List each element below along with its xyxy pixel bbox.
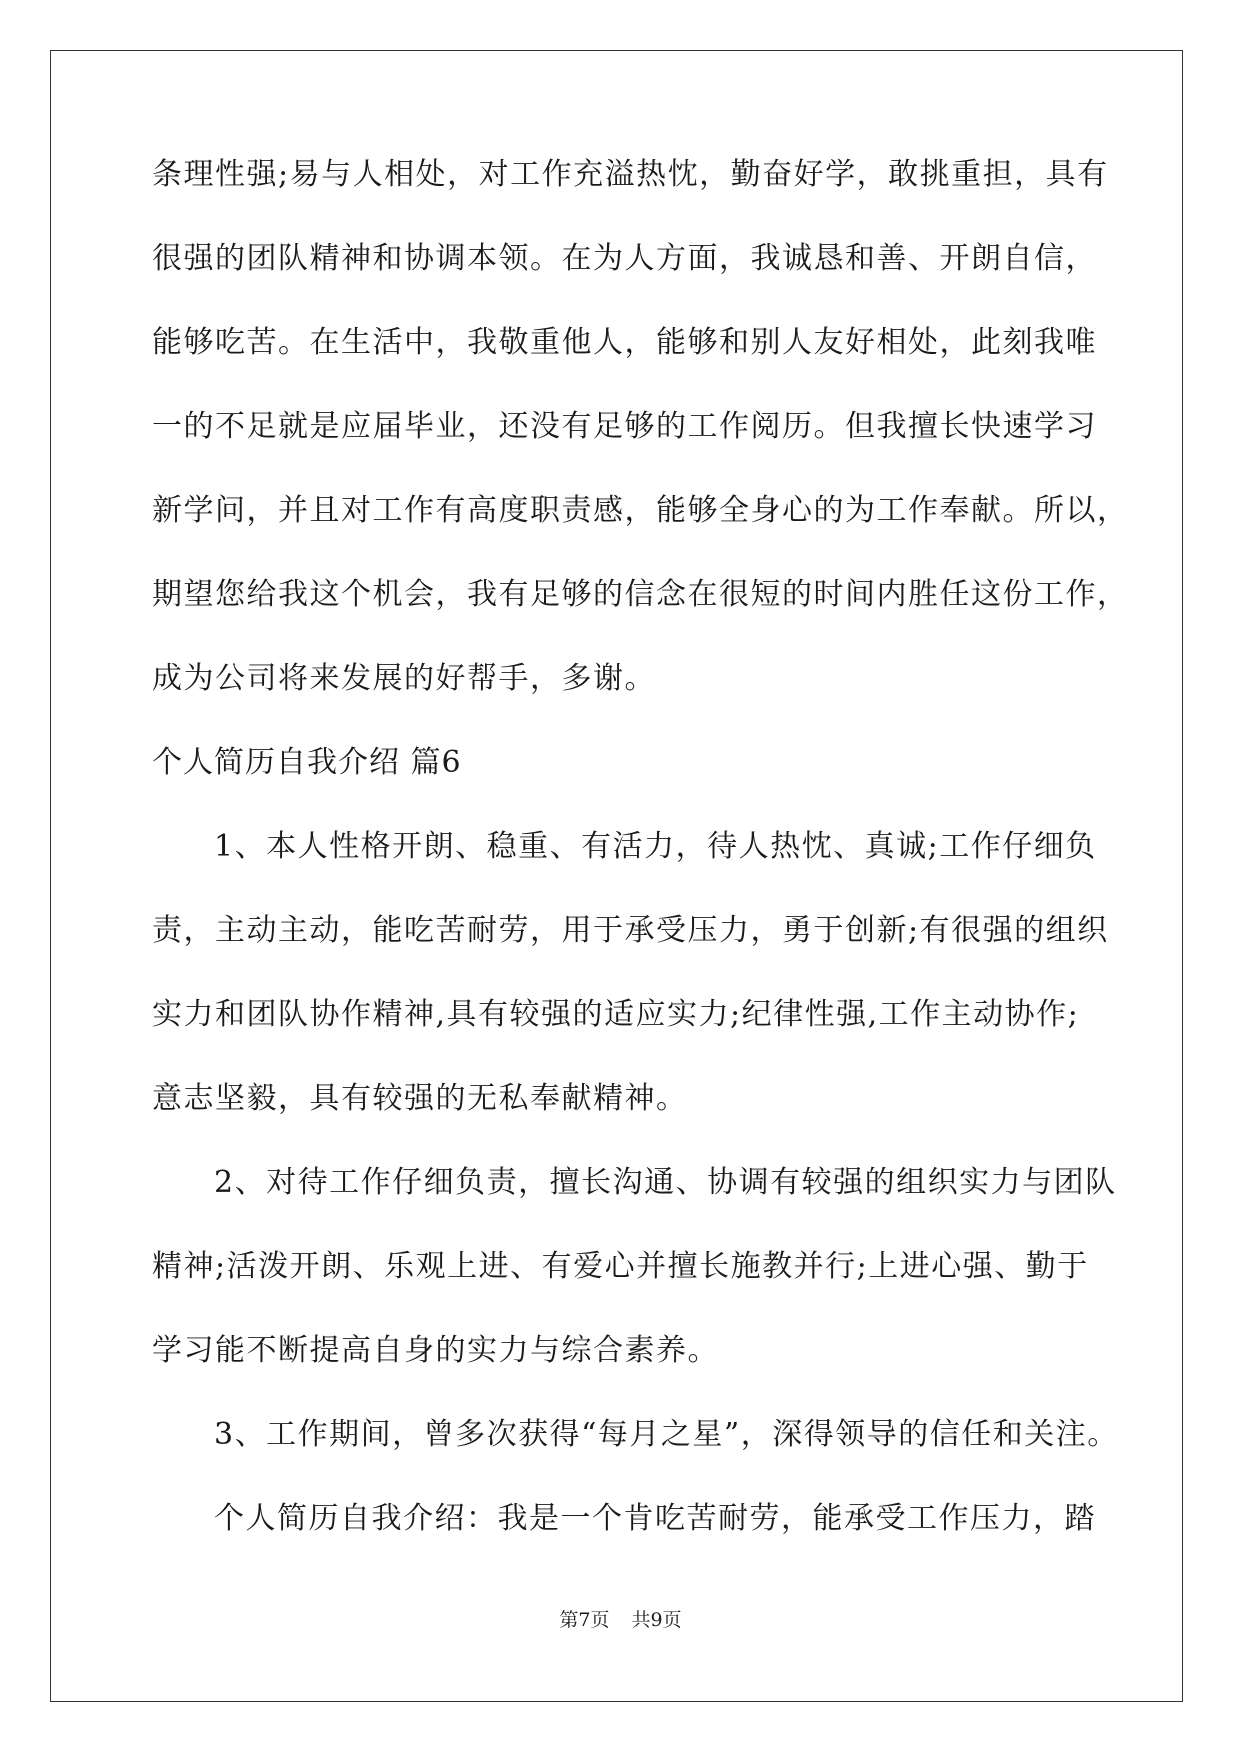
- paragraph-line: 很强的团队精神和协调本领。在为人方面，我诚恳和善、开朗自信，: [152, 241, 1097, 276]
- list-item-line: 实力和团队协作精神,具有较强的适应实力;纪律性强,工作主动协作;: [152, 997, 1080, 1032]
- list-item-line: 3、工作期间，曾多次获得“每月之星”，深得领导的信任和关注。: [214, 1417, 1119, 1452]
- list-item-line: 2、对待工作仔细负责，擅长沟通、协调有较强的组织实力与团队: [214, 1165, 1117, 1200]
- paragraph-line: 新学问，并且对工作有高度职责感，能够全身心的为工作奉献。所以，: [152, 493, 1129, 528]
- page-number: 第7页: [559, 1609, 610, 1631]
- list-item-line: 学习能不断提高自身的实力与综合素养。: [152, 1333, 719, 1368]
- list-item-line: 精神;活泼开朗、乐观上进、有爱心并擅长施教并行;上进心强、勤于: [152, 1249, 1089, 1284]
- list-item-line: 1、本人性格开朗、稳重、有活力，待人热忱、真诚;工作仔细负: [214, 829, 1097, 864]
- list-item-line: 意志坚毅，具有较强的无私奉献精神。: [152, 1081, 688, 1116]
- section-heading: 个人简历自我介绍 篇6: [152, 745, 462, 780]
- page-total: 共9页: [631, 1609, 682, 1631]
- document-body: [152, 157, 1129, 1588]
- page-footer: [0, 1608, 1241, 1632]
- paragraph-line: 条理性强;易与人相处，对工作充溢热忱，勤奋好学，敢挑重担，具有: [152, 157, 1109, 192]
- intro-line: 个人简历自我介绍：我是一个肯吃苦耐劳，能承受工作压力，踏: [214, 1501, 1096, 1536]
- paragraph-line: 能够吃苦。在生活中，我敬重他人，能够和别人友好相处，此刻我唯: [152, 325, 1097, 360]
- list-item-line: 责，主动主动，能吃苦耐劳，用于承受压力，勇于创新;有很强的组织: [152, 913, 1109, 948]
- paragraph-line: 成为公司将来发展的好帮手，多谢。: [152, 661, 656, 696]
- paragraph-line: 期望您给我这个机会，我有足够的信念在很短的时间内胜任这份工作，: [152, 577, 1129, 612]
- paragraph-line: 一的不足就是应届毕业，还没有足够的工作阅历。但我擅长快速学习: [152, 409, 1097, 444]
